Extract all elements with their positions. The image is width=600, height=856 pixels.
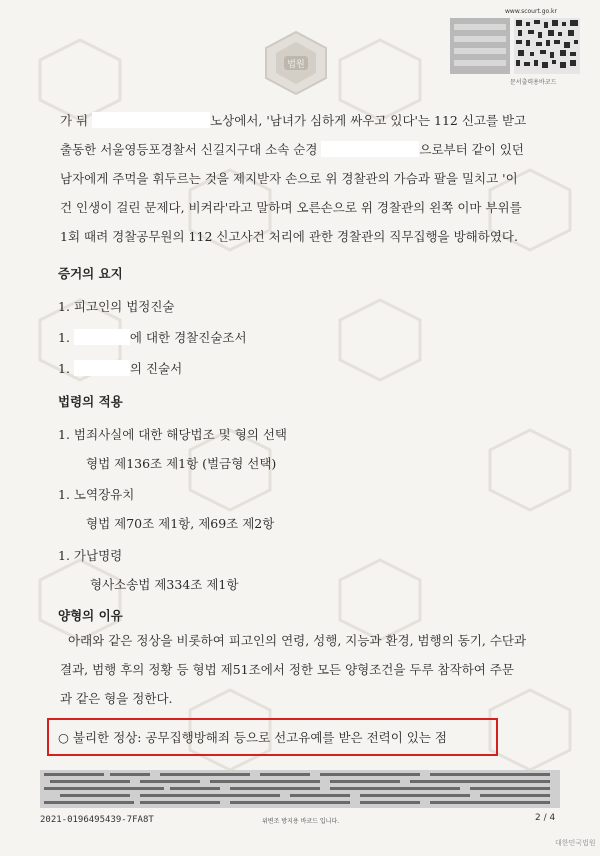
paragraph-line-1: 가 뒤 노상에서, '남녀가 심하게 싸우고 있다'는 112 신고를 받고 — [60, 113, 527, 128]
redaction — [92, 112, 210, 128]
law-heading: 법령의 적용 — [58, 394, 123, 409]
paragraph-line-4: 건 인생이 걸린 문제다, 비켜라'라고 말하며 오른손으로 위 경찰관의 왼쪽 이마 부위를 — [60, 200, 522, 215]
barcode-caption: 문서출력용바코드 — [510, 79, 557, 86]
qr-barcode — [450, 18, 580, 74]
evidence-heading: 증거의 요지 — [58, 266, 123, 281]
sentencing-line-3: 과 같은 형을 정한다. — [60, 691, 173, 706]
svg-text:법원: 법원 — [287, 60, 305, 70]
tamper-proof-barcode — [40, 770, 560, 808]
paragraph-line-3: 남자에게 주먹을 휘두르는 것을 제지받자 손으로 위 경찰관의 가슴과 팔을 밀치고 '이 — [60, 171, 518, 186]
law-item-title: 1. 노역장유치 — [58, 487, 135, 502]
redaction — [321, 141, 419, 157]
barcode-note: 위변조 방지용 바코드 입니다. — [262, 818, 340, 825]
sentencing-line-2: 결과, 범행 후의 정황 등 형법 제51조에서 정한 모든 양형조건을 두루 참작하여 주문 — [60, 662, 514, 677]
evidence-item: 1. 의 진술서 — [58, 361, 183, 376]
redaction — [74, 360, 130, 376]
document-number: 2021-0196495439-7FA8T — [40, 815, 154, 825]
court-footer-mark: 대한민국법원 — [555, 839, 596, 847]
law-item-detail: 형사소송법 제334조 제1항 — [90, 577, 239, 592]
unfavorable-circumstance: ○ 불리한 정상: 공무집행방해죄 등으로 선고유예를 받은 전력이 있는 점 — [58, 730, 447, 745]
law-item-title: 1. 가납명령 — [58, 548, 123, 563]
court-emblem-seal — [262, 30, 330, 96]
paragraph-line-2: 출동한 서울영등포경찰서 신길지구대 소속 순경 으로부터 같이 있던 — [60, 142, 524, 157]
law-item-detail: 형법 제70조 제1항, 제69조 제2항 — [86, 516, 275, 531]
law-item-title: 1. 범죄사실에 대한 해당법조 및 형의 선택 — [58, 427, 287, 442]
redaction — [74, 329, 130, 345]
page-number: 2 / 4 — [535, 813, 556, 823]
sentencing-heading: 양형의 이유 — [58, 608, 123, 623]
law-item-detail: 형법 제136조 제1항 (벌금형 선택) — [86, 456, 277, 471]
site-url: www.scourt.go.kr — [505, 8, 557, 15]
paragraph-line-5: 1회 때려 경찰공무원의 112 신고사건 처리에 관한 경찰관의 직무집행을 방해하였다. — [60, 229, 518, 244]
sentencing-line-1: 아래와 같은 정상을 비롯하여 피고인의 연령, 성행, 지능과 환경, 범행의 동기, 수단과 — [68, 633, 527, 648]
evidence-item: 1. 피고인의 법정진술 — [58, 299, 175, 314]
evidence-item: 1. 에 대한 경찰진술조서 — [58, 330, 247, 345]
